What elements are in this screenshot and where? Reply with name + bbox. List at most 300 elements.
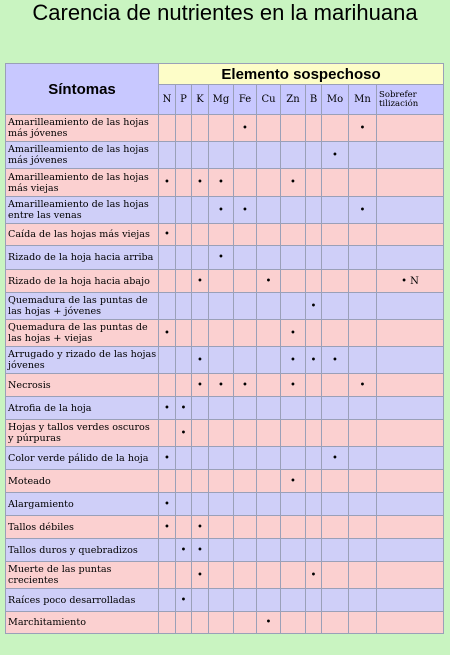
empty-cell bbox=[176, 374, 192, 397]
empty-cell bbox=[349, 420, 377, 447]
empty-cell bbox=[306, 374, 322, 397]
empty-cell bbox=[322, 320, 349, 347]
dot-marker: • bbox=[164, 498, 170, 510]
dot-marker: • bbox=[164, 177, 170, 188]
empty-cell bbox=[257, 493, 281, 516]
empty-cell bbox=[209, 589, 234, 612]
dot-marker: • bbox=[164, 402, 170, 414]
empty-cell bbox=[209, 115, 234, 142]
empty-cell bbox=[192, 589, 209, 612]
empty-cell bbox=[306, 447, 322, 470]
marker-cell bbox=[306, 347, 322, 374]
empty-cell bbox=[349, 397, 377, 420]
dot-marker: • bbox=[290, 475, 296, 487]
symptom-cell: Rizado de la hoja hacia abajo bbox=[6, 270, 159, 293]
empty-cell bbox=[377, 115, 444, 142]
empty-cell bbox=[281, 293, 306, 320]
empty-cell bbox=[159, 115, 176, 142]
empty-cell bbox=[257, 447, 281, 470]
dot-marker: • bbox=[164, 229, 170, 240]
marker-cell bbox=[176, 589, 192, 612]
symptom-cell: Amarilleamiento de las hojas más jóvenes bbox=[6, 142, 159, 169]
empty-cell bbox=[322, 270, 349, 293]
empty-cell bbox=[349, 447, 377, 470]
symptom-cell: Amarilleamiento de las hojas más viejas bbox=[6, 169, 159, 197]
empty-cell bbox=[281, 612, 306, 634]
empty-cell bbox=[159, 142, 176, 169]
empty-cell bbox=[257, 224, 281, 246]
empty-cell bbox=[257, 516, 281, 539]
empty-cell bbox=[377, 612, 444, 634]
dot-marker: • bbox=[359, 204, 366, 216]
marker-cell bbox=[192, 516, 209, 539]
table-row bbox=[6, 397, 444, 420]
empty-cell bbox=[281, 493, 306, 516]
empty-cell bbox=[192, 447, 209, 470]
empty-cell bbox=[306, 470, 322, 493]
dot-marker: • bbox=[332, 149, 338, 161]
empty-cell bbox=[377, 246, 444, 270]
empty-cell bbox=[159, 293, 176, 320]
dot-marker: • bbox=[197, 379, 203, 391]
column-header: B bbox=[306, 85, 322, 115]
symptom-cell: Color verde pálido de la hoja bbox=[6, 447, 159, 470]
empty-cell bbox=[176, 224, 192, 246]
marker-cell bbox=[159, 397, 176, 420]
empty-cell bbox=[349, 589, 377, 612]
marker-cell bbox=[257, 612, 281, 634]
empty-cell bbox=[234, 612, 257, 634]
empty-cell bbox=[257, 197, 281, 224]
dot-marker: • bbox=[310, 300, 317, 312]
marker-cell bbox=[209, 246, 234, 270]
empty-cell bbox=[281, 447, 306, 470]
empty-cell bbox=[349, 612, 377, 634]
empty-cell bbox=[281, 397, 306, 420]
marker-cell bbox=[281, 347, 306, 374]
symptom-cell: Tallos débiles bbox=[6, 516, 159, 539]
symptom-cell: Caída de las hojas más viejas bbox=[6, 224, 159, 246]
symptoms-header: Síntomas bbox=[6, 64, 159, 115]
empty-cell bbox=[349, 347, 377, 374]
empty-cell bbox=[281, 142, 306, 169]
empty-cell bbox=[209, 447, 234, 470]
empty-cell bbox=[176, 493, 192, 516]
marker-cell bbox=[176, 539, 192, 562]
marker-cell bbox=[349, 197, 377, 224]
nutrient-table-container bbox=[5, 63, 444, 634]
dot-marker: • bbox=[164, 452, 170, 464]
empty-cell bbox=[322, 539, 349, 562]
empty-cell bbox=[322, 197, 349, 224]
column-header: N bbox=[159, 85, 176, 115]
empty-cell bbox=[349, 516, 377, 539]
dot-marker: • bbox=[332, 354, 338, 366]
empty-cell bbox=[306, 197, 322, 224]
empty-cell bbox=[176, 516, 192, 539]
empty-cell bbox=[257, 397, 281, 420]
empty-cell bbox=[257, 169, 281, 197]
marker-cell bbox=[159, 169, 176, 197]
empty-cell bbox=[176, 447, 192, 470]
marker-cell bbox=[234, 197, 257, 224]
empty-cell bbox=[349, 493, 377, 516]
marker-cell bbox=[281, 374, 306, 397]
empty-cell bbox=[209, 320, 234, 347]
marker-cell bbox=[281, 320, 306, 347]
empty-cell bbox=[234, 270, 257, 293]
dot-marker: • bbox=[242, 122, 248, 134]
marker-cell bbox=[322, 447, 349, 470]
empty-cell bbox=[306, 270, 322, 293]
symptom-cell: Quemadura de las puntas de las hojas + viejas bbox=[6, 320, 159, 347]
empty-cell bbox=[234, 493, 257, 516]
empty-cell bbox=[349, 470, 377, 493]
empty-cell bbox=[209, 470, 234, 493]
empty-cell bbox=[377, 224, 444, 246]
empty-cell bbox=[257, 320, 281, 347]
empty-cell bbox=[176, 347, 192, 374]
empty-cell bbox=[192, 197, 209, 224]
dot-marker: • bbox=[290, 379, 296, 391]
marker-cell bbox=[281, 470, 306, 493]
empty-cell bbox=[192, 293, 209, 320]
symptom-cell: Muerte de las puntas crecientes bbox=[6, 562, 159, 589]
dot-marker: • bbox=[332, 452, 338, 464]
empty-cell bbox=[234, 562, 257, 589]
marker-cell bbox=[257, 270, 281, 293]
empty-cell bbox=[377, 420, 444, 447]
empty-cell bbox=[349, 224, 377, 246]
empty-cell bbox=[176, 293, 192, 320]
empty-cell bbox=[306, 397, 322, 420]
column-header: K bbox=[192, 85, 209, 115]
empty-cell bbox=[234, 347, 257, 374]
table-row bbox=[6, 516, 444, 539]
column-header: Mg bbox=[209, 85, 234, 115]
empty-cell bbox=[192, 246, 209, 270]
symptom-cell: Atrofia de la hoja bbox=[6, 397, 159, 420]
empty-cell bbox=[234, 293, 257, 320]
empty-cell bbox=[192, 224, 209, 246]
table-row bbox=[6, 447, 444, 470]
dot-marker: • bbox=[180, 402, 187, 414]
empty-cell bbox=[377, 293, 444, 320]
table-row bbox=[6, 169, 444, 197]
empty-cell bbox=[257, 539, 281, 562]
empty-cell bbox=[322, 246, 349, 270]
empty-cell bbox=[349, 562, 377, 589]
table-row bbox=[6, 270, 444, 293]
table-row bbox=[6, 142, 444, 169]
empty-cell bbox=[322, 293, 349, 320]
suspect-element-header: Elemento sospechoso bbox=[159, 64, 444, 85]
marker-cell bbox=[209, 169, 234, 197]
table-row bbox=[6, 224, 444, 246]
column-header: P bbox=[176, 85, 192, 115]
empty-cell bbox=[192, 397, 209, 420]
empty-cell bbox=[377, 493, 444, 516]
marker-cell bbox=[234, 115, 257, 142]
empty-cell bbox=[176, 470, 192, 493]
empty-cell bbox=[322, 589, 349, 612]
symptom-cell: Alargamiento bbox=[6, 493, 159, 516]
empty-cell bbox=[234, 516, 257, 539]
empty-cell bbox=[306, 224, 322, 246]
empty-cell bbox=[377, 539, 444, 562]
empty-cell bbox=[209, 293, 234, 320]
dot-marker: • bbox=[197, 544, 203, 556]
empty-cell bbox=[192, 493, 209, 516]
marker-cell bbox=[192, 562, 209, 589]
dot-marker: • bbox=[197, 177, 203, 188]
marker-cell bbox=[281, 169, 306, 197]
empty-cell bbox=[209, 224, 234, 246]
empty-cell bbox=[192, 142, 209, 169]
empty-cell bbox=[306, 516, 322, 539]
dot-marker: • bbox=[197, 275, 203, 287]
symptom-cell: Arrugado y rizado de las hojas jóvenes bbox=[6, 347, 159, 374]
dot-marker: • bbox=[242, 379, 248, 391]
dot-marker: • bbox=[164, 327, 170, 339]
empty-cell bbox=[209, 516, 234, 539]
dot-marker: • bbox=[180, 544, 187, 556]
empty-cell bbox=[322, 374, 349, 397]
column-header: Fe bbox=[234, 85, 257, 115]
symptom-cell: Moteado bbox=[6, 470, 159, 493]
dot-marker: • bbox=[197, 569, 203, 581]
empty-cell bbox=[234, 539, 257, 562]
marker-cell bbox=[159, 493, 176, 516]
empty-cell bbox=[257, 470, 281, 493]
empty-cell bbox=[257, 374, 281, 397]
empty-cell bbox=[306, 493, 322, 516]
marker-cell bbox=[209, 197, 234, 224]
empty-cell bbox=[306, 589, 322, 612]
marker-cell bbox=[176, 420, 192, 447]
empty-cell bbox=[209, 539, 234, 562]
marker-cell bbox=[159, 320, 176, 347]
symptom-cell: Tallos duros y quebradizos bbox=[6, 539, 159, 562]
empty-cell bbox=[192, 320, 209, 347]
dot-marker: • bbox=[180, 594, 187, 606]
empty-cell bbox=[349, 142, 377, 169]
empty-cell bbox=[281, 539, 306, 562]
empty-cell bbox=[322, 516, 349, 539]
empty-cell bbox=[209, 397, 234, 420]
empty-cell bbox=[281, 115, 306, 142]
empty-cell bbox=[281, 420, 306, 447]
empty-cell bbox=[257, 246, 281, 270]
table-row bbox=[6, 589, 444, 612]
dot-marker: • bbox=[242, 204, 248, 216]
empty-cell bbox=[234, 447, 257, 470]
dot-marker: • bbox=[218, 204, 224, 216]
empty-cell bbox=[306, 169, 322, 197]
empty-cell bbox=[377, 447, 444, 470]
marker-cell bbox=[306, 293, 322, 320]
marker-cell bbox=[192, 347, 209, 374]
empty-cell bbox=[377, 562, 444, 589]
table-row bbox=[6, 493, 444, 516]
empty-cell bbox=[159, 374, 176, 397]
marker-cell bbox=[159, 516, 176, 539]
empty-cell bbox=[322, 612, 349, 634]
table-row bbox=[6, 374, 444, 397]
empty-cell bbox=[377, 516, 444, 539]
symptom-cell: Marchitamiento bbox=[6, 612, 159, 634]
empty-cell bbox=[192, 612, 209, 634]
empty-cell bbox=[159, 420, 176, 447]
empty-cell bbox=[349, 539, 377, 562]
table-row bbox=[6, 347, 444, 374]
dot-marker: • bbox=[290, 177, 296, 188]
empty-cell bbox=[257, 589, 281, 612]
empty-cell bbox=[257, 293, 281, 320]
empty-cell bbox=[234, 142, 257, 169]
empty-cell bbox=[159, 612, 176, 634]
dot-marker: • bbox=[359, 379, 366, 391]
empty-cell bbox=[281, 270, 306, 293]
empty-cell bbox=[306, 320, 322, 347]
empty-cell bbox=[234, 246, 257, 270]
empty-cell bbox=[377, 347, 444, 374]
empty-cell bbox=[349, 320, 377, 347]
empty-cell bbox=[377, 374, 444, 397]
empty-cell bbox=[322, 470, 349, 493]
marker-cell bbox=[322, 142, 349, 169]
empty-cell bbox=[209, 493, 234, 516]
table-row bbox=[6, 539, 444, 562]
empty-cell bbox=[349, 169, 377, 197]
empty-cell bbox=[257, 420, 281, 447]
empty-cell bbox=[377, 589, 444, 612]
marker-cell bbox=[176, 397, 192, 420]
empty-cell bbox=[322, 397, 349, 420]
empty-cell bbox=[176, 142, 192, 169]
symptom-cell: Necrosis bbox=[6, 374, 159, 397]
empty-cell bbox=[257, 115, 281, 142]
column-header: Zn bbox=[281, 85, 306, 115]
empty-cell bbox=[176, 246, 192, 270]
marker-cell bbox=[159, 224, 176, 246]
dot-marker: • bbox=[290, 354, 296, 366]
empty-cell bbox=[209, 420, 234, 447]
empty-cell bbox=[322, 493, 349, 516]
marker-cell bbox=[192, 374, 209, 397]
symptom-cell: Quemadura de las puntas de las hojas + jóvenes bbox=[6, 293, 159, 320]
empty-cell bbox=[176, 115, 192, 142]
marker-cell bbox=[349, 374, 377, 397]
empty-cell bbox=[377, 197, 444, 224]
empty-cell bbox=[192, 420, 209, 447]
dot-marker: • bbox=[164, 521, 170, 533]
empty-cell bbox=[306, 539, 322, 562]
column-header: Sobrefer tilización bbox=[377, 85, 444, 115]
empty-cell bbox=[159, 470, 176, 493]
empty-cell bbox=[281, 562, 306, 589]
empty-cell bbox=[377, 142, 444, 169]
empty-cell bbox=[234, 169, 257, 197]
empty-cell bbox=[192, 115, 209, 142]
empty-cell bbox=[349, 270, 377, 293]
empty-cell bbox=[192, 470, 209, 493]
dot-marker: • bbox=[265, 617, 272, 628]
empty-cell bbox=[322, 115, 349, 142]
dot-marker: • bbox=[265, 275, 272, 287]
empty-cell bbox=[322, 562, 349, 589]
empty-cell bbox=[209, 347, 234, 374]
empty-cell bbox=[322, 224, 349, 246]
empty-cell bbox=[306, 246, 322, 270]
dot-marker: • N bbox=[401, 275, 419, 287]
column-header: Mn bbox=[349, 85, 377, 115]
dot-marker: • bbox=[310, 354, 317, 366]
symptom-cell: Hojas y tallos verdes oscuros y púrpuras bbox=[6, 420, 159, 447]
dot-marker: • bbox=[197, 354, 203, 366]
empty-cell bbox=[209, 270, 234, 293]
table-body bbox=[6, 115, 444, 634]
empty-cell bbox=[377, 397, 444, 420]
empty-cell bbox=[281, 246, 306, 270]
table-row bbox=[6, 115, 444, 142]
column-header: Cu bbox=[257, 85, 281, 115]
dot-marker: • bbox=[290, 327, 296, 339]
dot-marker: • bbox=[218, 177, 224, 188]
dot-marker: • bbox=[197, 521, 203, 533]
marker-cell bbox=[209, 374, 234, 397]
empty-cell bbox=[159, 197, 176, 224]
empty-cell bbox=[281, 589, 306, 612]
empty-cell bbox=[349, 293, 377, 320]
table-row bbox=[6, 420, 444, 447]
empty-cell bbox=[234, 420, 257, 447]
empty-cell bbox=[306, 612, 322, 634]
empty-cell bbox=[377, 169, 444, 197]
empty-cell bbox=[306, 420, 322, 447]
marker-cell bbox=[377, 270, 444, 293]
empty-cell bbox=[209, 562, 234, 589]
empty-cell bbox=[159, 589, 176, 612]
empty-cell bbox=[209, 142, 234, 169]
empty-cell bbox=[322, 420, 349, 447]
empty-cell bbox=[159, 562, 176, 589]
symptom-cell: Raíces poco desarrolladas bbox=[6, 589, 159, 612]
empty-cell bbox=[176, 320, 192, 347]
marker-cell bbox=[306, 562, 322, 589]
page-title: Carencia de nutrientes en la marihuana bbox=[32, 0, 418, 25]
empty-cell bbox=[234, 320, 257, 347]
marker-cell bbox=[322, 347, 349, 374]
symptom-cell: Rizado de la hoja hacia arriba bbox=[6, 246, 159, 270]
empty-cell bbox=[159, 270, 176, 293]
empty-cell bbox=[159, 347, 176, 374]
table-row bbox=[6, 562, 444, 589]
table-row bbox=[6, 293, 444, 320]
empty-cell bbox=[176, 612, 192, 634]
symptom-cell: Amarilleamiento de las hojas entre las venas bbox=[6, 197, 159, 224]
marker-cell bbox=[234, 374, 257, 397]
symptom-cell: Amarilleamiento de las hojas más jóvenes bbox=[6, 115, 159, 142]
empty-cell bbox=[176, 169, 192, 197]
empty-cell bbox=[257, 562, 281, 589]
empty-cell bbox=[306, 115, 322, 142]
nutrient-deficiency-table bbox=[5, 63, 444, 634]
table-row bbox=[6, 612, 444, 634]
empty-cell bbox=[234, 224, 257, 246]
empty-cell bbox=[281, 516, 306, 539]
empty-cell bbox=[234, 470, 257, 493]
